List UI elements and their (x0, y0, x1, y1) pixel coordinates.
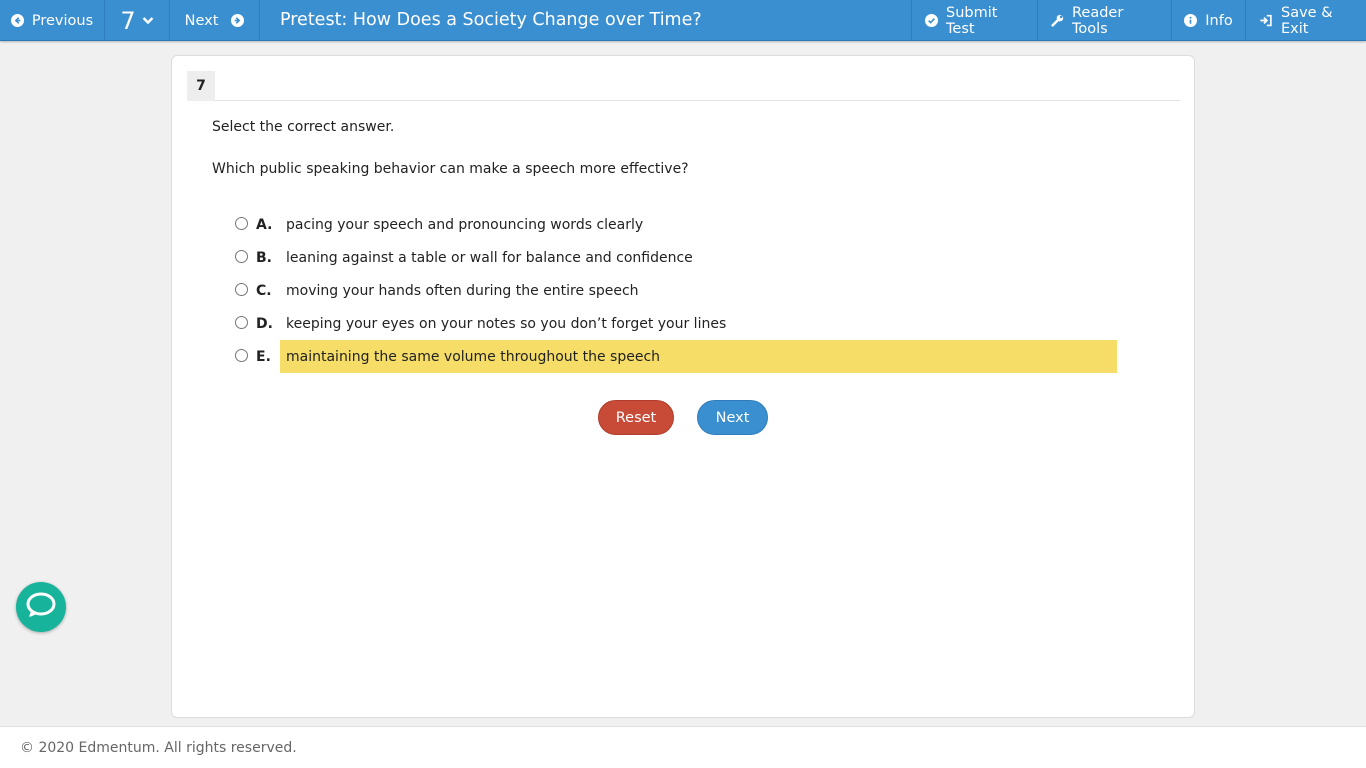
option-b[interactable] (235, 241, 1120, 274)
option-letter: E. (256, 348, 271, 365)
previous-label: Previous (31, 12, 94, 29)
save-exit-label: Save & Exit (1281, 4, 1333, 37)
action-buttons (598, 400, 768, 435)
next-button[interactable]: Next (697, 400, 768, 435)
arrow-circle-left-icon (11, 14, 24, 27)
submit-test-label: Submit Test (946, 4, 998, 37)
answer-options (235, 208, 1120, 373)
option-text: keeping your eyes on your notes so you don’t forget your lines (286, 315, 727, 332)
wrench-icon (1051, 14, 1064, 27)
radio-button[interactable] (235, 217, 248, 230)
question-text: Which public speaking behavior can make a speech more effective? (212, 161, 689, 177)
option-d[interactable] (235, 307, 1120, 340)
option-e[interactable] (235, 340, 1120, 373)
toolbar-actions (911, 0, 1366, 40)
radio-button[interactable] (235, 316, 248, 329)
reader-tools-label: Reader Tools (1072, 4, 1124, 37)
top-toolbar (0, 0, 1366, 41)
option-letter: A. (256, 216, 273, 233)
option-letter: D. (256, 315, 273, 332)
option-c[interactable] (235, 274, 1120, 307)
next-label: Next (184, 12, 219, 29)
submit-test-button[interactable] (911, 0, 1037, 41)
info-button[interactable] (1171, 0, 1245, 41)
info-circle-icon (1184, 14, 1197, 27)
option-text-highlighted: maintaining the same volume throughout the speech (280, 340, 1117, 373)
option-a[interactable] (235, 208, 1120, 241)
reset-button[interactable]: Reset (598, 400, 674, 435)
chevron-down-icon (142, 16, 154, 25)
instruction-text: Select the correct answer. (212, 119, 395, 135)
radio-button[interactable] (235, 349, 248, 362)
question-number: 7 (187, 71, 215, 101)
sign-out-icon (1259, 14, 1273, 27)
question-header (187, 71, 1180, 101)
previous-button[interactable] (0, 0, 105, 41)
footer (0, 726, 1366, 768)
arrow-circle-right-icon (231, 14, 244, 27)
chat-bubble-icon (26, 592, 56, 622)
question-number-label: 7 (120, 6, 136, 35)
radio-button[interactable] (235, 250, 248, 263)
option-letter: C. (256, 282, 272, 299)
option-text: moving your hands often during the entire speech (286, 282, 639, 299)
info-label: Info (1205, 12, 1233, 29)
option-letter: B. (256, 249, 272, 266)
next-question-button[interactable] (170, 0, 260, 41)
chat-button[interactable] (16, 582, 66, 632)
question-number-dropdown[interactable] (105, 0, 170, 41)
reader-tools-button[interactable] (1037, 0, 1171, 41)
copyright-text: © 2020 Edmentum. All rights reserved. (20, 740, 297, 756)
option-text: leaning against a table or wall for balance and confidence (286, 249, 693, 266)
question-card (171, 55, 1195, 718)
radio-button[interactable] (235, 283, 248, 296)
page-title: Pretest: How Does a Society Change over Time? (280, 10, 702, 30)
save-exit-button[interactable] (1245, 0, 1366, 41)
check-circle-icon (925, 14, 938, 27)
option-text: pacing your speech and pronouncing words clearly (286, 216, 644, 233)
